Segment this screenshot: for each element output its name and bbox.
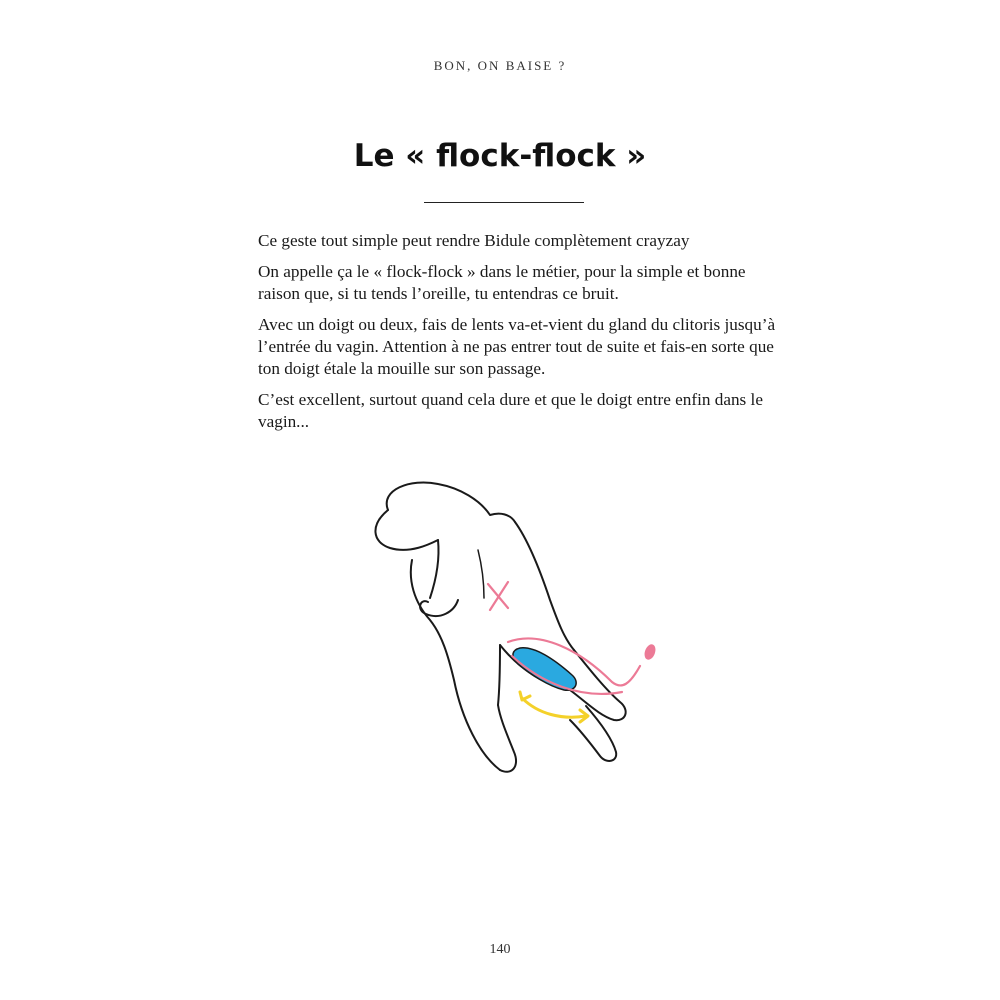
page-number: 140 <box>489 942 511 957</box>
running-header: BON, ON BAISE ? <box>433 58 567 73</box>
paragraph-technique: Avec un doigt ou deux, fais de lents va-et-vient du gland du clitoris jusqu’à l’entrée du vagin. Attention à ne pas entrer tout de suite et fais-en sorte que ton doigt étale la mouille sur son passage. <box>258 315 776 378</box>
paragraph-intro: Ce geste tout simple peut rendre Bidule complètement crayzay <box>258 231 690 250</box>
pink-dot <box>643 643 658 661</box>
hand-gesture-illustration <box>350 470 670 800</box>
title-underline-divider <box>424 202 584 203</box>
body-text <box>258 230 778 442</box>
hand-outline <box>375 482 625 771</box>
page-title: Le « flock-flock » <box>353 138 647 174</box>
finger-highlight-blue <box>513 648 576 690</box>
paragraph-conclusion: C’est excellent, surtout quand cela dure et que le doigt entre enfin dans le vagin... <box>258 390 763 431</box>
paragraph-name-origin: On appelle ça le « flock-flock » dans le métier, pour la simple et bonne raison que, si tu tends l’oreille, tu entendras ce bruit. <box>258 262 746 303</box>
